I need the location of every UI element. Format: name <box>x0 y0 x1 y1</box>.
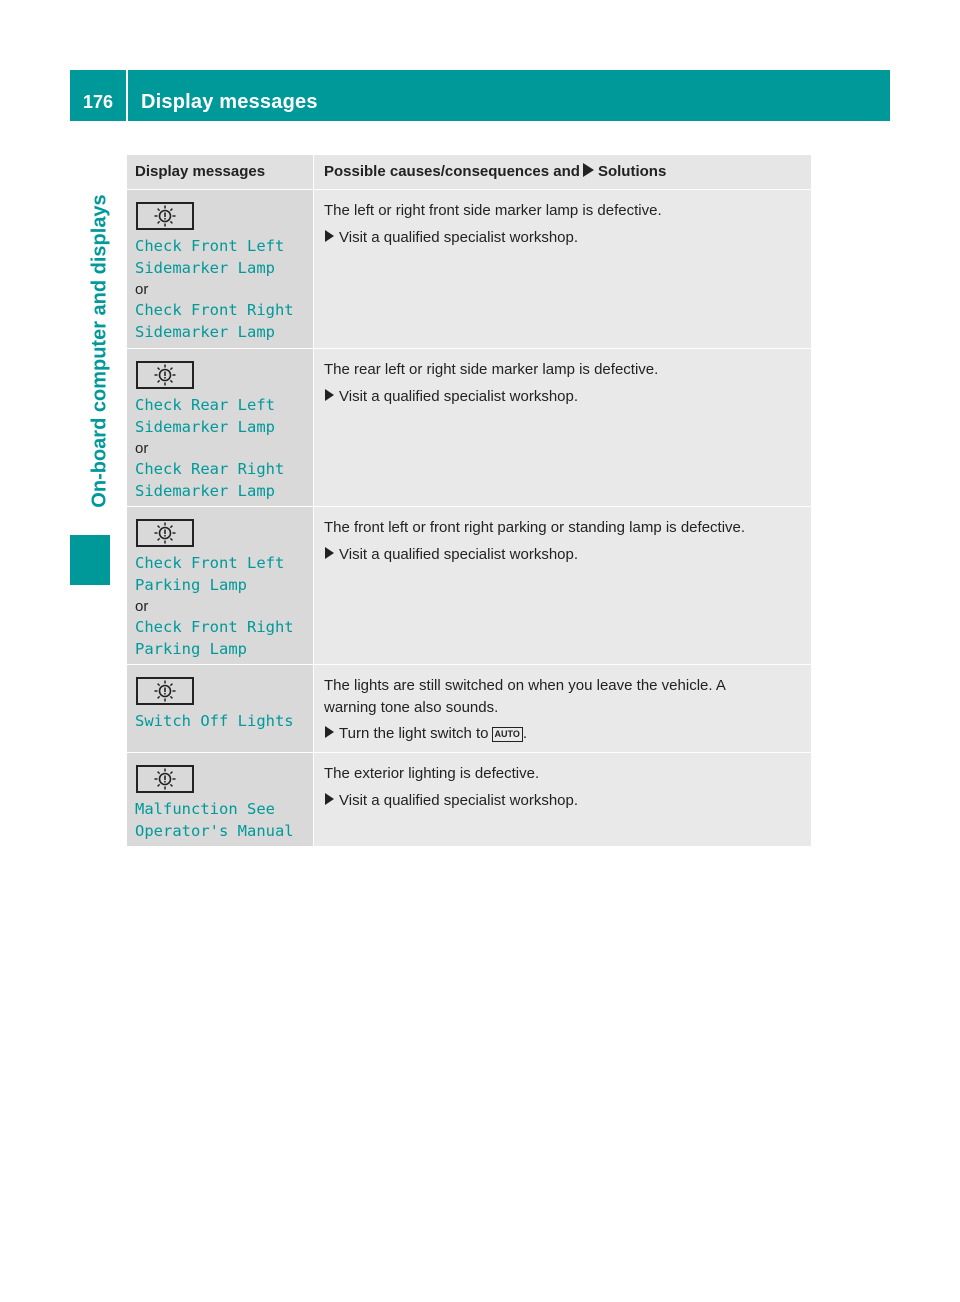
column-header-solutions-label: Solutions <box>597 163 667 180</box>
solution-cell <box>313 349 811 506</box>
message-text: Check Front Right <box>135 301 294 319</box>
table-row <box>127 507 811 665</box>
chapter-title: On-board computer and displays <box>88 194 111 508</box>
message-cell <box>127 190 313 348</box>
cause-text-line: warning tone also sounds. <box>324 698 499 716</box>
or-text: or <box>135 598 149 615</box>
page-header <box>70 70 890 121</box>
cause-text <box>324 675 803 718</box>
sidebar-marker <box>70 535 110 585</box>
message-text: Operator's Manual <box>135 821 294 840</box>
column-header-causes: Possible causes/consequences and <box>324 163 580 180</box>
display-messages-table <box>127 155 811 847</box>
solution-step <box>324 544 803 566</box>
solution-step <box>324 227 803 249</box>
message-text: Sidemarker Lamp <box>135 322 275 341</box>
solution-cell <box>313 753 811 846</box>
cause-text: The rear left or right side marker lamp is defective. <box>324 361 659 378</box>
solution-text: Visit a qualified specialist workshop. <box>339 545 579 563</box>
cause-text: The left or right front side marker lamp is defective. <box>324 202 662 219</box>
message-text: Sidemarker Lamp <box>135 481 275 500</box>
column-header-messages: Display messages <box>127 155 313 189</box>
exterior-light-warning-icon <box>136 765 194 793</box>
message-cell <box>127 349 313 506</box>
table-row <box>127 753 811 847</box>
message-text: Parking Lamp <box>135 639 247 658</box>
message-text: Check Front Left <box>135 554 285 572</box>
page-title: Display messages <box>141 91 318 113</box>
exterior-light-warning-icon <box>136 519 194 547</box>
table-row <box>127 349 811 507</box>
exterior-light-warning-icon <box>136 677 194 705</box>
table-row <box>127 665 811 753</box>
cause-text: The exterior lighting is defective. <box>324 765 540 782</box>
message-cell <box>127 665 313 752</box>
message-text: Check Rear Left <box>135 396 275 414</box>
cause-text: The front left or front right parking or standing lamp is defective. <box>324 519 746 536</box>
solution-step <box>324 790 803 812</box>
solution-text: Visit a qualified specialist workshop. <box>339 228 579 246</box>
exterior-light-warning-icon <box>136 202 194 230</box>
message-text: Sidemarker Lamp <box>135 417 275 436</box>
column-header-solutions <box>313 155 811 189</box>
exterior-light-warning-icon <box>136 361 194 389</box>
message-cell <box>127 507 313 664</box>
step-arrow-icon <box>325 547 334 559</box>
page-number: 176 <box>82 92 114 112</box>
or-text: or <box>135 281 149 298</box>
auto-switch-icon: AUTO <box>492 727 523 742</box>
message-text: Parking Lamp <box>135 575 247 594</box>
message-text: Sidemarker Lamp <box>135 258 275 277</box>
header-divider <box>126 70 128 121</box>
step-arrow-icon <box>325 726 334 738</box>
solution-cell <box>313 190 811 348</box>
solution-text: Turn the light switch to <box>339 725 489 742</box>
solution-end: . <box>522 725 528 742</box>
solution-text: Visit a qualified specialist workshop. <box>339 387 579 405</box>
step-arrow-icon <box>325 230 334 242</box>
solution-text: Visit a qualified specialist workshop. <box>339 791 579 809</box>
step-arrow-icon <box>325 389 334 401</box>
solution-step <box>324 386 803 408</box>
solution-cell <box>313 665 811 752</box>
step-arrow-icon <box>325 793 334 805</box>
solution-step <box>324 723 803 745</box>
sidebar-chapter-label <box>82 168 118 534</box>
message-text: Switch Off Lights <box>135 712 294 730</box>
solution-cell <box>313 507 811 664</box>
step-arrow-icon <box>583 163 594 177</box>
table-header-row <box>127 155 811 190</box>
message-text: Check Rear Right <box>135 460 285 478</box>
or-text: or <box>135 440 149 457</box>
message-text: Check Front Right <box>135 618 294 636</box>
table-row <box>127 190 811 349</box>
message-cell <box>127 753 313 846</box>
message-text: Malfunction See <box>135 800 275 818</box>
message-text: Check Front Left <box>135 237 285 255</box>
cause-text-line: The lights are still switched on when you leave the vehicle. A <box>324 677 726 694</box>
